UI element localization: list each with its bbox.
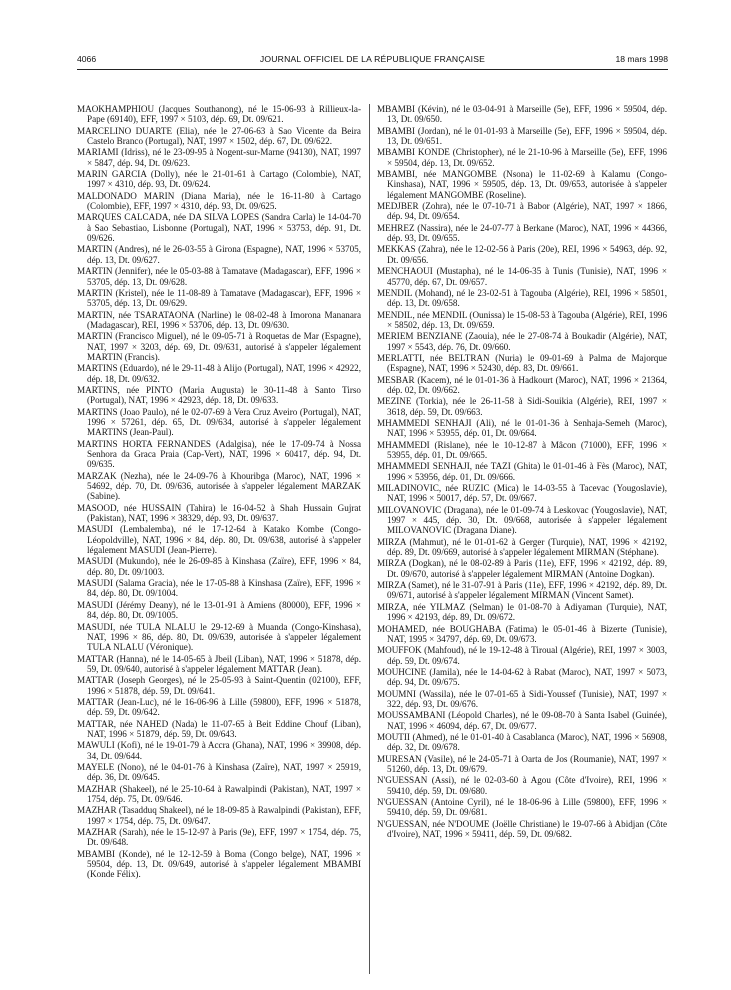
registry-entry: MIRZA (Mahmut), né le 01-01-62 à Gerger (Turquie), NAT, 1996 × 42192, dép. 89, Dt. 09/669, autorisé à s'appeler légalement MIRMAN (Stéphane). — [377, 536, 667, 558]
registry-entry: MATTAR, née NAHED (Nada) le 11-07-65 à Beit Eddine Chouf (Liban), NAT, 1996 × 51879, dép. 59, Dt. 09/643. — [77, 718, 361, 739]
registry-entry: MALDONADO MARIN (Diana Maria), née le 16-11-80 à Cartago (Colombie), EFF, 1997 × 4310, dép. 93, Dt. 09/625. — [77, 190, 361, 212]
registry-entry: MOHAMED, née BOUGHABA (Fatima) le 05-01-46 à Bizerte (Tunisie), NAT, 1995 × 34797, dép. 69, Dt. 09/673. — [377, 623, 667, 644]
registry-entry: MURESAN (Vasile), né le 24-05-71 à Oarta de Jos (Roumanie), NAT, 1997 × 51260, dép. 13, Dt. 09/679. — [377, 753, 667, 774]
registry-entry: N'GUESSAN, née N'DOUME (Joëlle Christiane) le 19-07-66 à Abidjan (Côte d'Ivoire), NAT, 1996 × 59411, dép. 59, Dt. 09/682. — [377, 818, 667, 840]
registry-entry: MOUFFOK (Mahfoud), né le 19-12-48 à Tiroual (Algérie), REI, 1997 × 3003, dép. 59, Dt. 09/674. — [377, 645, 667, 666]
registry-entry: MHAMMEDI (Rislane), née le 10-12-87 à Mâcon (71000), EFF, 1996 × 53955, dép. 01, Dt. 09/665. — [377, 439, 667, 460]
registry-entry: MOUTII (Ahmed), né le 01-01-40 à Casablanca (Maroc), NAT, 1996 × 56908, dép. 32, Dt. 09/678. — [377, 731, 667, 753]
registry-entry: MASUDI (Mukundo), née le 26-09-85 à Kinshasa (Zaïre), EFF, 1996 × 84, dép. 80, Dt. 09/1003. — [77, 556, 361, 577]
journal-title: JOURNAL OFFICIEL DE LA RÉPUBLIQUE FRANÇAISE — [259, 54, 486, 64]
registry-entry: MAZHAR (Shakeel), né le 25-10-64 à Rawalpindi (Pakistan), NAT, 1997 × 1754, dép. 75, Dt. 09/646. — [77, 783, 361, 804]
registry-entry: MARTIN (Jennifer), née le 05-03-88 à Tamatave (Madagascar), EFF, 1996 × 53705, dép. 13, Dt. 09/628. — [77, 266, 361, 287]
registry-entry: MHAMMEDI SENHAJI (Ali), né le 01-01-36 à Senhaja-Semeh (Maroc), NAT, 1996 × 53955, dép. 01, Dt. 09/664. — [377, 417, 667, 439]
registry-entry: MIRZA (Dogkan), né le 08-02-89 à Paris (11e), EFF, 1996 × 42192, dép. 89, Dt. 09/670, autorisé à s'appeler légalement MIRMAN (Antoine Dogkan). — [377, 558, 667, 579]
registry-entry: MATTAR (Hanna), né le 14-05-65 à Jbeil (Liban), NAT, 1996 × 51878, dép. 59, Dt. 09/640, autorisé à s'appeler légalement MATTAR (Jean). — [77, 653, 361, 674]
registry-entry: MASUDI (Salama Gracia), née le 17-05-88 à Kinshasa (Zaïre), EFF, 1996 × 84, dép. 80, Dt. 09/1004. — [77, 578, 361, 599]
registry-entry: MATTAR (Jean-Luc), né le 16-06-96 à Lille (59800), EFF, 1996 × 51878, dép. 59, Dt. 09/642. — [77, 696, 361, 718]
registry-entry: MERIEM BENZIANE (Zaouia), née le 27-08-74 à Boukadir (Algérie), NAT, 1997 × 5543, dép. 76, Dt. 09/660. — [377, 331, 667, 352]
registry-entry: MOUSSAMBANI (Léopold Charles), né le 09-08-70 à Santa Isabel (Guinée), NAT, 1996 × 46094, dép. 67, Dt. 09/677. — [377, 710, 667, 731]
registry-entry: MARTIN (Francisco Miguel), né le 09-05-71 à Roquetas de Mar (Espagne), NAT, 1997 × 3203, dép. 69, Dt. 09/631, autorisé à s'appeler légalement MARTIN (Francis). — [77, 331, 361, 362]
registry-entry: MAOKHAMPHIOU (Jacques Southanong), né le 15-06-93 à Rillieux-la-Pape (69140), EFF, 1997 × 5103, dép. 69, Dt. 09/621. — [77, 104, 361, 125]
registry-entry: MIRZA (Samet), né le 31-07-91 à Paris (11e), EFF, 1996 × 42192, dép. 89, Dt. 09/671, autorisé à s'appeler légalement MIRMAN (Vincent Samet). — [377, 580, 667, 601]
registry-entry: MAWULI (Kofi), né le 19-01-79 à Accra (Ghana), NAT, 1996 × 39908, dép. 34, Dt. 09/644. — [77, 740, 361, 761]
page-number: 4066 — [77, 54, 97, 64]
registry-entry: MENDIL, née MENDIL (Ounissa) le 15-08-53 à Tagouba (Algérie), REI, 1996 × 58502, dép. 13, Dt. 09/659. — [377, 309, 668, 330]
registry-entry: MBAMBI KONDE (Christopher), né le 21-10-96 à Marseille (5e), EFF, 1996 × 59504, dép. 13, Dt. 09/652. — [377, 147, 667, 168]
registry-entry: MARCELINO DUARTE (Elia), née le 27-06-63 à Sao Vicente da Beira Castelo Branco (Portugal), NAT, 1997 × 1502, dép. 67, Dt. 09/622. — [77, 125, 361, 147]
registry-entry: MASUDI (Jérémy Deany), né le 13-01-91 à Amiens (80000), EFF, 1996 × 84, dép. 80, Dt. 09/1005. — [77, 599, 361, 621]
registry-entry: MARQUES CALCADA, née DA SILVA LOPES (Sandra Carla) le 14-04-70 à Sao Sebastiao, Lisbonne (Portugal), NAT, 1996 × 53753, dép. 91, Dt. 09/626. — [77, 212, 361, 244]
registry-entry: MOUMNI (Wassila), née le 07-01-65 à Sidi-Youssef (Tunisie), NAT, 1997 × 322, dép. 93, Dt. 09/676. — [377, 688, 667, 709]
right-column — [377, 104, 667, 840]
registry-entry: MARTINS (Eduardo), né le 29-11-48 à Alijo (Portugal), NAT, 1996 × 42922, dép. 18, Dt. 09/632. — [77, 363, 361, 384]
column-divider — [369, 104, 370, 974]
registry-entry: MARZAK (Nezha), née le 24-09-76 à Khouribga (Maroc), NAT, 1996 × 54692, dép. 70, Dt. 09/636, autorisée à s'appeler légalement MARZAK (Sabine). — [77, 470, 361, 502]
registry-entry: MARIAMI (Idriss), né le 23-09-95 à Nogent-sur-Marne (94130), NAT, 1997 × 5847, dép. 94, Dt. 09/623. — [77, 147, 361, 168]
registry-entry: MASUDI, née TULA NLALU le 29-12-69 à Muanda (Congo-Kinshasa), NAT, 1996 × 86, dép. 80, Dt. 09/639, autorisée à s'appeler légalement TULA NLALU (Véronique). — [77, 621, 361, 653]
registry-entry: MOUHCINE (Jamila), née le 14-04-62 à Rabat (Maroc), NAT, 1997 × 5073, dép. 94, Dt. 09/675. — [377, 666, 667, 688]
registry-entry: MASOOD, née HUSSAIN (Tahira) le 16-04-52 à Shah Hussain Gujrat (Pakistan), NAT, 1996 × 38329, dép. 93, Dt. 09/637. — [77, 502, 361, 524]
registry-entry: MAZHAR (Sarah), née le 15-12-97 à Paris (9e), EFF, 1997 × 1754, dép. 75, Dt. 09/648. — [77, 827, 361, 848]
registry-entry: MARTINS HORTA FERNANDES (Adalgisa), née le 17-09-74 à Nossa Senhora da Graca Praia (Cap-Vert), NAT, 1996 × 60417, dép. 94, Dt. 09/635. — [77, 438, 361, 470]
registry-entry: MARTIN, née TSARATAONA (Narline) le 08-02-48 à Imorona Mananara (Madagascar), REI, 1996 × 53706, dép. 13, Dt. 09/630. — [77, 309, 361, 330]
registry-entry: MERLATTI, née BELTRAN (Nuria) le 09-01-69 à Palma de Majorque (Espagne), NAT, 1996 × 52430, dép. 83, Dt. 09/661. — [377, 352, 667, 374]
registry-entry: MBAMBI (Jordan), né le 01-01-93 à Marseille (5e), EFF, 1996 × 59504, dép. 13, Dt. 09/651. — [377, 125, 667, 147]
registry-entry: MENCHAOUI (Mustapha), né le 14-06-35 à Tunis (Tunisie), NAT, 1996 × 45770, dép. 67, Dt. 09/657. — [377, 266, 667, 287]
registry-entry: MATTAR (Joseph Georges), né le 25-05-93 à Saint-Quentin (02100), EFF, 1996 × 51878, dép. 59, Dt. 09/641. — [77, 675, 361, 696]
registry-entry: MARTINS, née PINTO (Maria Augusta) le 30-11-48 à Santo Tirso (Portugal), NAT, 1996 × 42923, dép. 18, Dt. 09/633. — [77, 384, 361, 406]
registry-entry: MEDJBER (Zohra), née le 07-10-71 à Babor (Algérie), NAT, 1997 × 1866, dép. 94, Dt. 09/654. — [377, 201, 667, 222]
registry-entry: N'GUESSAN (Antoine Cyril), né le 18-06-96 à Lille (59800), EFF, 1996 × 59410, dép. 59, Dt. 09/681. — [377, 797, 667, 818]
registry-entry: MESBAR (Kacem), né le 01-01-36 à Hadkourt (Maroc), NAT, 1996 × 21364, dép. 02, Dt. 09/662. — [377, 374, 667, 395]
registry-entry: MEHREZ (Nassira), née le 24-07-77 à Berkane (Maroc), NAT, 1996 × 44366, dép. 93, Dt. 09/655. — [377, 222, 667, 244]
registry-entry: MEZINE (Torkia), née le 26-11-58 à Sidi-Souikia (Algérie), REI, 1997 × 3618, dép. 59, Dt. 09/663. — [377, 396, 667, 417]
registry-entry: MENDIL (Mohand), né le 23-02-51 à Tagouba (Algérie), REI, 1996 × 58501, dép. 13, Dt. 09/658. — [377, 287, 667, 309]
registry-entry: MBAMBI, née MANGOMBE (Nsona) le 11-02-69 à Kalamu (Congo-Kinshasa), NAT, 1996 × 59505, dép. 13, Dt. 09/653, autorisée à s'appeler légalement MANGOMBE (Roseline). — [377, 169, 667, 200]
registry-entry: MBAMBI (Konde), né le 12-12-59 à Boma (Congo belge), NAT, 1996 × 59504, dép. 13, Dt. 09/649, autorisé à s'appeler légalement MBAMBI (Konde Félix). — [77, 848, 361, 880]
registry-entry: MARIN GARCIA (Dolly), née le 21-01-61 à Cartago (Colombie), NAT, 1997 × 4310, dép. 93, Dt. 09/624. — [77, 169, 361, 190]
registry-entry: MARTIN (Kristel), née le 11-08-89 à Tamatave (Madagascar), EFF, 1996 × 53705, dép. 13, Dt. 09/629. — [77, 287, 361, 309]
registry-entry: MIRZA, née YILMAZ (Selman) le 01-08-70 à Adiyaman (Turquie), NAT, 1996 × 42193, dép. 89, Dt. 09/672. — [377, 601, 667, 623]
registry-entry: MAZHAR (Tasadduq Shakeel), né le 18-09-85 à Rawalpindi (Pakistan), EFF, 1997 × 1754, dép. 75, Dt. 09/647. — [77, 805, 361, 826]
issue-date: 18 mars 1998 — [615, 54, 668, 64]
left-column — [77, 104, 361, 881]
page-header — [77, 54, 668, 68]
registry-entry: MAYELE (Nono), né le 04-01-76 à Kinshasa (Zaïre), NAT, 1997 × 25919, dép. 36, Dt. 09/645. — [77, 761, 361, 783]
registry-entry: N'GUESSAN (Assi), né le 02-03-60 à Agou (Côte d'Ivoire), REI, 1996 × 59410, dép. 59, Dt. 09/680. — [377, 775, 667, 796]
registry-entry: MARTINS (Joao Paulo), né le 02-07-69 à Vera Cruz Aveiro (Portugal), NAT, 1996 × 57261, dép. 65, Dt. 09/634, autorisé à s'appeler légalement MARTINS (Jean-Paul). — [77, 406, 361, 438]
registry-entry: MILADINOVIC, née RUZIC (Mica) le 14-03-55 à Tacevac (Yougoslavie), NAT, 1996 × 50017, dép. 57, Dt. 09/667. — [377, 483, 667, 504]
registry-entry: MBAMBI (Kévin), né le 03-04-91 à Marseille (5e), EFF, 1996 × 59504, dép. 13, Dt. 09/650. — [377, 104, 667, 125]
registry-entry: MASUDI (Lembalemba), né le 17-12-64 à Katako Kombe (Congo-Léopoldville), NAT, 1996 × 84, dép. 80, Dt. 09/638, autorisé à s'appeler légalement MASUDI (Jean-Pierre). — [77, 524, 361, 556]
registry-entry: MHAMMEDI SENHAJI, née TAZI (Ghita) le 01-01-46 à Fès (Maroc), NAT, 1996 × 53956, dép. 01, Dt. 09/666. — [377, 461, 667, 482]
header-rule — [77, 69, 668, 70]
registry-entry: MILOVANOVIC (Dragana), née le 01-09-74 à Leskovac (Yougoslavie), NAT, 1997 × 445, dép. 30, Dt. 09/668, autorisée à s'appeler légalement MILOVANOVIC (Dragana Diane). — [377, 504, 667, 536]
registry-entry: MARTIN (Andres), né le 26-03-55 à Girona (Espagne), NAT, 1996 × 53705, dép. 13, Dt. 09/627. — [77, 244, 361, 265]
registry-entry: MEKKAS (Zahra), née le 12-02-56 à Paris (20e), REI, 1996 × 54963, dép. 92, Dt. 09/656. — [377, 244, 667, 265]
